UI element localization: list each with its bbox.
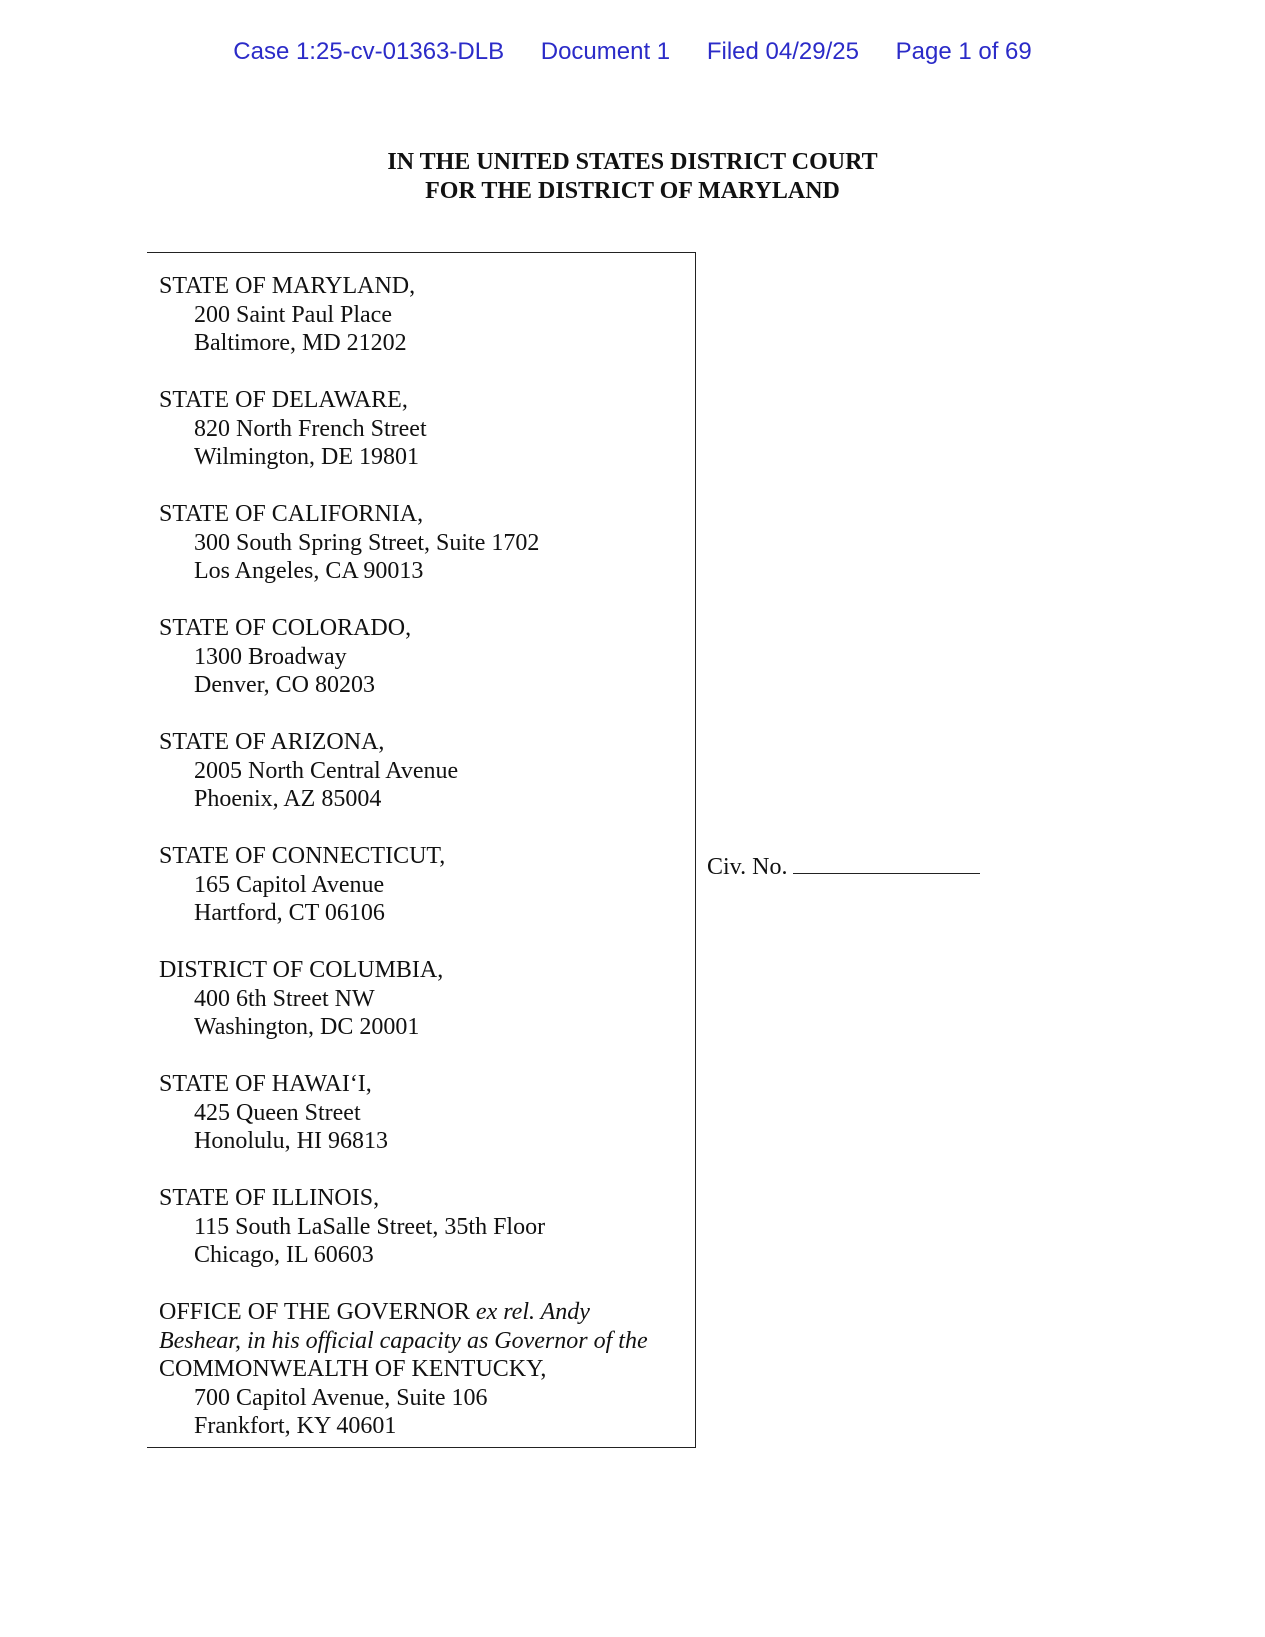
party-connecticut	[159, 842, 445, 928]
party-name: STATE OF DELAWARE,	[159, 387, 408, 413]
party-address-line-1: 700 Capitol Avenue, Suite 106	[194, 1384, 488, 1411]
party-address-line-1: 1300 Broadway	[194, 643, 347, 670]
party-address-line-1: 425 Queen Street	[194, 1099, 361, 1126]
case-caption-box	[147, 252, 696, 1448]
party-address-line-1: 300 South Spring Street, Suite 1702	[194, 529, 540, 556]
party-address-line-2: Honolulu, HI 96813	[194, 1128, 388, 1154]
court-title-line-2: FOR THE DISTRICT OF MARYLAND	[425, 178, 840, 204]
party-address-line-2: Wilmington, DE 19801	[194, 444, 420, 470]
party-kentucky-office: OFFICE OF THE GOVERNOR	[159, 1299, 476, 1325]
party-address-line-1: 400 6th Street NW	[194, 985, 375, 1012]
civil-number-field	[707, 851, 980, 881]
party-name: STATE OF HAWAI‘I,	[159, 1071, 372, 1097]
court-title-line-1: IN THE UNITED STATES DISTRICT COURT	[387, 149, 878, 175]
party-name: STATE OF ILLINOIS,	[159, 1185, 380, 1211]
document-number: Document 1	[540, 38, 671, 65]
party-address-line-2: Los Angeles, CA 90013	[194, 558, 424, 584]
party-address-line-1: 115 South LaSalle Street, 35th Floor	[194, 1213, 546, 1240]
party-address-line-1: 2005 North Central Avenue	[194, 757, 459, 784]
party-kentucky-exrel-2: Beshear, in his official capacity as Governor of the	[159, 1327, 648, 1354]
party-california	[159, 500, 539, 586]
party-address-line-2: Hartford, CT 06106	[194, 900, 385, 926]
party-delaware	[159, 386, 427, 472]
party-kentucky	[159, 1298, 648, 1441]
party-name: STATE OF CONNECTICUT,	[159, 843, 446, 869]
party-address-line-1: 200 Saint Paul Place	[194, 301, 392, 328]
party-address-line-2: Denver, CO 80203	[194, 672, 376, 698]
party-name: STATE OF ARIZONA,	[159, 729, 385, 755]
case-number: Case 1:25-cv-01363-DLB	[233, 38, 505, 65]
party-kentucky-exrel-1: ex rel. Andy	[475, 1299, 590, 1325]
filed-date: Filed 04/29/25	[706, 38, 859, 65]
party-address-line-1: 820 North French Street	[194, 415, 427, 442]
party-name: STATE OF CALIFORNIA,	[159, 501, 424, 527]
court-title	[0, 148, 1265, 206]
party-name: STATE OF MARYLAND,	[159, 273, 416, 299]
party-address-line-2: Frankfort, KY 40601	[194, 1413, 397, 1439]
page-indicator: Page 1 of 69	[895, 38, 1032, 65]
party-name: DISTRICT OF COLUMBIA,	[159, 957, 444, 983]
civil-number-label: Civ. No.	[707, 854, 788, 880]
ecf-header	[0, 38, 1265, 66]
party-address-line-2: Baltimore, MD 21202	[194, 330, 407, 356]
party-arizona	[159, 728, 458, 814]
party-kentucky-office-line	[159, 1298, 648, 1327]
civil-number-blank	[793, 851, 980, 874]
party-name: STATE OF COLORADO,	[159, 615, 412, 641]
party-address-line-2: Chicago, IL 60603	[194, 1242, 374, 1268]
party-colorado	[159, 614, 411, 700]
party-maryland	[159, 272, 415, 358]
party-district-of-columbia	[159, 956, 443, 1042]
party-address-line-2: Washington, DC 20001	[194, 1014, 420, 1040]
party-address-line-1: 165 Capitol Avenue	[194, 871, 385, 898]
party-illinois	[159, 1184, 545, 1270]
party-hawaii	[159, 1070, 388, 1156]
party-address-line-2: Phoenix, AZ 85004	[194, 786, 382, 812]
party-name: COMMONWEALTH OF KENTUCKY,	[159, 1356, 547, 1382]
